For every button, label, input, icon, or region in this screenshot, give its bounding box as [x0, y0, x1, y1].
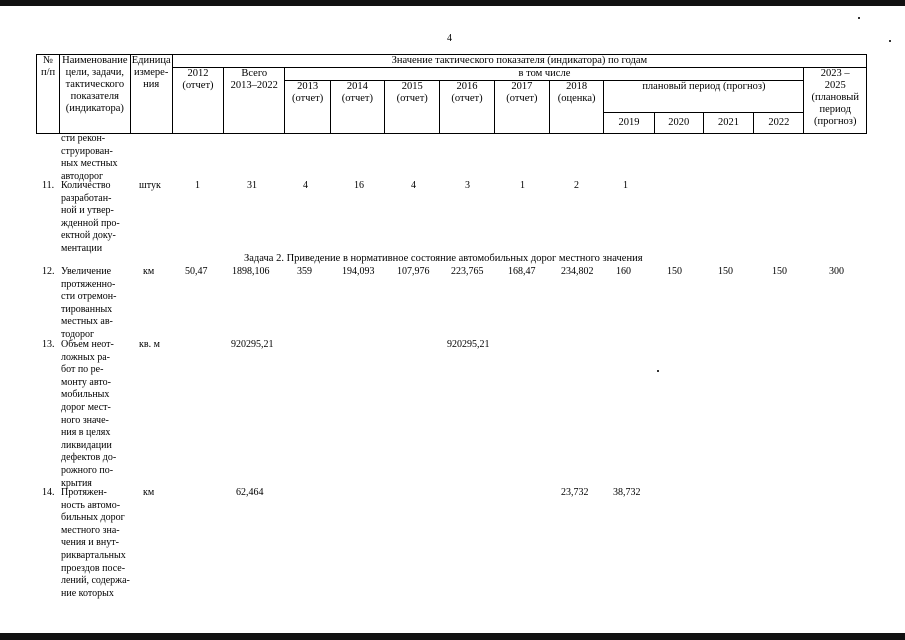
header-name: Наименование цели, задачи, тактического показателя (индикатора) [60, 55, 130, 134]
row-12-2013: 359 [297, 266, 312, 277]
row-12-2016: 223,765 [451, 266, 484, 277]
carryover-indicator-name: сти рекон- струирован- ных местных автодорог [61, 133, 118, 182]
row-12-total: 1898,106 [232, 266, 270, 277]
row-11-2018: 2 [574, 180, 579, 191]
header-2021: 2021 [703, 113, 753, 134]
row-12-2020: 150 [667, 266, 682, 277]
row-11-unit: штук [139, 180, 161, 191]
header-2017: 2017 (отчет) [494, 81, 549, 134]
row-12-2014: 194,093 [342, 266, 375, 277]
header-2018: 2018 (оценка) [550, 81, 604, 134]
row-12-2023: 300 [829, 266, 844, 277]
row-13-2016: 920295,21 [447, 339, 490, 350]
indicator-table-header [36, 54, 867, 134]
header-values-title: Значение тактического показателя (индикатора) по годам [172, 55, 866, 68]
header-2012: 2012 (отчет) [172, 68, 223, 134]
row-13-name: Объем неот- ложных ра- бот по ре- монту авто- мобильных дорог мест- ного значе- ния в целях ликвидации дефектов до- рожного по- крытия [61, 339, 117, 489]
row-12-2019: 160 [616, 266, 631, 277]
row-11-2012: 1 [195, 180, 200, 191]
row-14-2018: 23,732 [561, 487, 589, 498]
row-14-unit: км [143, 487, 155, 498]
row-14-total: 62,464 [236, 487, 264, 498]
header-planned: плановый период (прогноз) [604, 81, 804, 113]
row-14-name: Протяжен- ность автомо- бильных дорог местного зна- чения и внут- риквартальных проездов посе- лений, содержа- ние которых [61, 487, 130, 599]
row-11-2014: 16 [354, 180, 364, 191]
row-12-2015: 107,976 [397, 266, 430, 277]
header-num: № п/п [37, 55, 60, 134]
header-2023: 2023 – 2025 (плановый период (прогноз) [804, 68, 867, 134]
row-11-2019: 1 [623, 180, 628, 191]
header-in-that: в том числе [285, 68, 804, 81]
top-scan-border [0, 0, 905, 6]
row-13-num: 13. [42, 339, 55, 350]
task-2-heading: Задача 2. Приведение в нормативное состояние автомобильных дорог местного значения [244, 253, 643, 264]
row-12-name: Увеличение протяженно- сти отремон- тированных местных ав- тодорог [61, 266, 117, 340]
row-11-2013: 4 [303, 180, 308, 191]
row-14-2019: 38,732 [613, 487, 641, 498]
header-2022: 2022 [754, 113, 804, 134]
header-2019: 2019 [604, 113, 654, 134]
row-12-num: 12. [42, 266, 55, 277]
scan-speck [858, 17, 860, 19]
header-2015: 2015 (отчет) [385, 81, 440, 134]
row-11-2017: 1 [520, 180, 525, 191]
header-total: Всего 2013–2022 [224, 68, 285, 134]
row-12-2022: 150 [772, 266, 787, 277]
header-2014: 2014 (отчет) [330, 81, 384, 134]
row-12-unit: км [143, 266, 155, 277]
header-2020: 2020 [654, 113, 703, 134]
row-11-2015: 4 [411, 180, 416, 191]
scan-speck [657, 370, 659, 372]
bottom-scan-border [0, 633, 905, 640]
row-12-2018: 234,802 [561, 266, 594, 277]
row-12-2021: 150 [718, 266, 733, 277]
scan-speck [889, 40, 891, 42]
row-11-name: Количество разработан- ной и утвер- жденной про- ектной доку- ментации [61, 180, 120, 254]
header-2016: 2016 (отчет) [440, 81, 494, 134]
row-11-total: 31 [247, 180, 257, 191]
header-2013: 2013 (отчет) [285, 81, 330, 134]
row-11-2016: 3 [465, 180, 470, 191]
row-11-num: 11. [42, 180, 55, 191]
row-12-2012: 50,47 [185, 266, 208, 277]
page-number: 4 [447, 33, 452, 44]
row-12-2017: 168,47 [508, 266, 536, 277]
row-13-total: 920295,21 [231, 339, 274, 350]
row-13-unit: кв. м [139, 339, 160, 350]
row-14-num: 14. [42, 487, 55, 498]
header-unit: Единица измере- ния [130, 55, 172, 134]
